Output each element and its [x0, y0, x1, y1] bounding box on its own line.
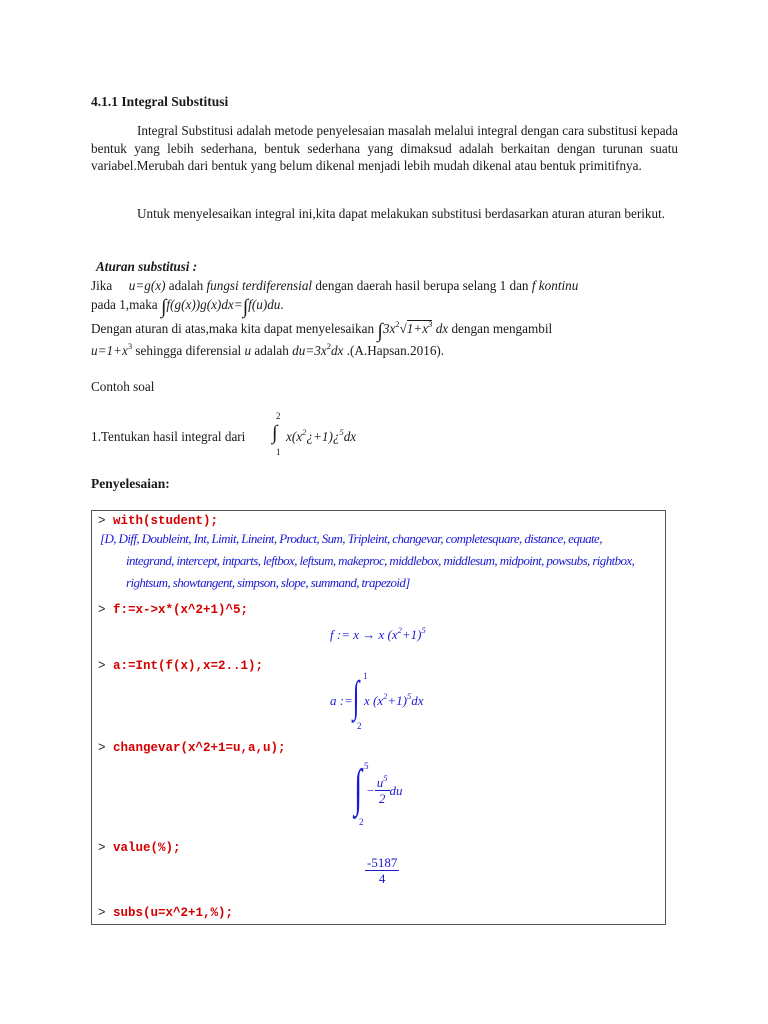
- rule-term: fungsi terdiferensial: [206, 278, 313, 293]
- integral-upper-limit: 1: [363, 671, 368, 681]
- rule-math: u=1+x: [91, 343, 128, 358]
- integral-upper-limit: 5: [364, 761, 369, 771]
- maple-output-3: a := 1 ∫ 2 x $(x^2+1)^5dx$: [330, 671, 424, 731]
- rule-text: .: [280, 297, 284, 312]
- integral-sign-icon: ∫: [354, 760, 363, 817]
- rule-line-1: [91, 278, 681, 294]
- maple-worksheet: [91, 510, 666, 925]
- integral-upper-limit: 2: [276, 411, 281, 421]
- example-text: 1.Tentukan hasil integral dari: [91, 429, 246, 444]
- rule-math: du=3x: [292, 343, 327, 358]
- sqrt-icon: √: [399, 321, 407, 336]
- rule-text: adalah: [254, 343, 289, 358]
- maple-command-1[interactable]: > with(student);: [98, 514, 219, 528]
- maple-output-4: 5 ∫ 2 − $\frac{u^5}{2}$ du: [354, 760, 403, 827]
- exponent: 3: [127, 341, 133, 351]
- integral-lower-limit: 2: [359, 817, 364, 827]
- rule-text: adalah: [168, 278, 204, 293]
- example-heading: Contoh soal: [91, 379, 155, 394]
- maple-output-5: $\frac{-5187}{4}$: [367, 855, 398, 886]
- rule-math: $1+x^3$: [406, 319, 433, 336]
- integral-sign-icon: ∫: [272, 422, 278, 444]
- rule-line-2: [91, 297, 284, 317]
- rule-text: Dengan aturan di atas,maka kita dapat menyelesaikan: [91, 321, 375, 336]
- maple-command-6[interactable]: > subs(u=x^2+1,%);: [98, 906, 234, 920]
- rule-line-4: [91, 343, 444, 359]
- rule-text: Jika: [91, 278, 113, 293]
- exponent: 2: [326, 341, 331, 351]
- rule-math: dx: [330, 343, 344, 358]
- maple-output-1: [D, Diff, Doubleint, Int, Limit, Lineint, Product, Sum, Tripleint, changevar, completesquare, distance, equate, integrand, intercept, intparts, leftbox, leftsum, makeproc, middlebox, middlesum, midpoint, powsubs, rightbox, rightsum, showtangent, simpson, slope, summand, trapezoid]: [100, 531, 635, 590]
- integral-lower-limit: 1: [276, 447, 281, 457]
- rule-line-3: [91, 321, 552, 341]
- solution-heading: Penyelesaian:: [91, 476, 170, 491]
- integral-sign-icon: ∫: [160, 296, 167, 318]
- maple-command-2[interactable]: > f:=x->x*(x^2+1)^5;: [98, 603, 249, 617]
- rule-math: dx: [435, 321, 449, 336]
- rule-math: u=g(x): [128, 278, 166, 293]
- integral-lower-limit: 2: [357, 721, 362, 731]
- section-title: 4.1.1 Integral Substitusi: [91, 94, 229, 109]
- rule-math: 3x: [382, 321, 396, 336]
- maple-command-5[interactable]: > value(%);: [98, 841, 181, 855]
- intro-paragraph: Integral Substitusi adalah metode penyelesaian masalah melalui integral dengan cara substitusi kepada bentuk yang lebih sederhana, bentuk sederhana yang dimaksud adalah berkaitan dengan turunan suatu variabel.Merubah dari bentuk yang belum dikenal menjadi lebih mudah dikenal atau bentuk primitifnya.: [91, 123, 678, 173]
- integral-sign-icon: ∫: [242, 296, 249, 318]
- rule-term: kontinu: [538, 278, 579, 293]
- rule-text: dengan daerah hasil berupa selang 1 dan: [315, 278, 529, 293]
- integral-sign-icon: ∫: [352, 672, 360, 721]
- rule-math: u: [244, 343, 252, 358]
- exponent: 2: [395, 319, 400, 329]
- integral-sign-icon: ∫: [377, 320, 383, 342]
- rule-math: f: [531, 278, 536, 293]
- maple-output-2: f := x → x $(x^2+1)^5$: [330, 625, 426, 642]
- example-math: $x(x^2¿+1)¿^5dx$: [286, 427, 357, 444]
- rule-text: dengan mengambil: [451, 321, 553, 336]
- rule-math: f(u)du: [248, 297, 281, 312]
- rule-heading: Aturan substitusi :: [96, 259, 198, 274]
- rule-text: sehingga diferensial: [135, 343, 242, 358]
- rule-math: f(g(x))g(x)dx=: [166, 297, 243, 312]
- maple-command-4[interactable]: > changevar(x^2+1=u,a,u);: [98, 741, 286, 755]
- method-paragraph: Untuk menyelesaikan integral ini,kita dapat melakukan substitusi berdasarkan aturan aturan berikut.: [137, 206, 666, 221]
- rule-text: .(A.Hapsan.2016).: [346, 343, 445, 358]
- rule-text: pada 1,maka: [91, 297, 158, 312]
- maple-command-3[interactable]: > a:=Int(f(x),x=2..1);: [98, 659, 264, 673]
